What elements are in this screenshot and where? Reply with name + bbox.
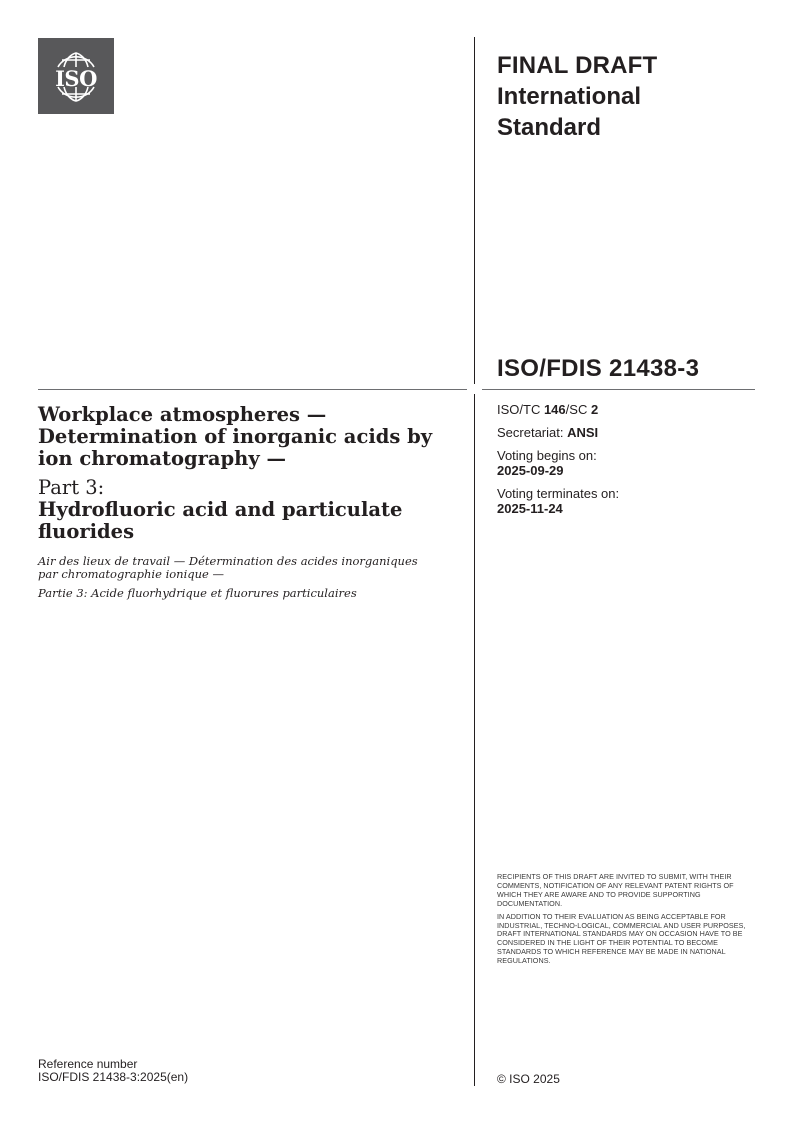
french-part-title: Partie 3: Acide fluorhydrique et fluorures particulaires [38, 586, 357, 600]
reference-value: ISO/FDIS 21438-3:2025(en) [38, 1070, 189, 1084]
voting-begins-date: 2025-09-29 [497, 463, 564, 478]
committee-tc: 146 [543, 402, 566, 417]
part-title-line1: Hydrofluoric acid and particulate [38, 498, 403, 521]
french-title-line2: par chromatographie ionique — [38, 567, 224, 581]
reference-number [38, 1058, 188, 1084]
svg-text:ISO: ISO [55, 66, 97, 91]
vertical-divider-bottom [474, 394, 475, 1086]
vertical-divider-top [474, 37, 475, 384]
doc-type-stage: FINAL DRAFT [497, 52, 658, 79]
committee [497, 402, 757, 417]
draft-notice [497, 873, 759, 970]
french-title-line1: Air des lieux de travail — Détermination des acides inorganiques [38, 554, 418, 568]
main-title [38, 404, 458, 470]
main-title-line2: Determination of inorganic acids by [38, 425, 433, 448]
copyright: © ISO 2025 [497, 1072, 560, 1086]
title-block [38, 404, 458, 600]
secretariat [497, 425, 757, 440]
notice-paragraph-2: IN ADDITION TO THEIR EVALUATION AS BEING ACCEPTABLE FOR INDUSTRIAL, TECHNO-LOGICAL, COMMERCIAL AND USER PURPOSES, DRAFT INTERNATIONAL STANDARDS MAY ON OCCASION HAVE TO BE CONSIDERED IN THE LIGHT OF THEIR POTENTIAL TO BECOME STANDARDS TO WHICH REFERENCE MAY BE MADE IN NATIONAL REGULATIONS. [497, 911, 746, 966]
document-number: ISO/FDIS 21438-3 [497, 355, 700, 382]
reference-label: Reference number [38, 1057, 138, 1071]
part-title-line2: fluorides [38, 520, 135, 543]
horizontal-rule-right [482, 389, 755, 390]
horizontal-rule-left [38, 389, 467, 390]
notice-paragraph-1: RECIPIENTS OF THIS DRAFT ARE INVITED TO SUBMIT, WITH THEIR COMMENTS, NOTIFICATION OF ANY RELEVANT PATENT RIGHTS OF WHICH THEY ARE AWARE AND TO PROVIDE SUPPORTING DOCUMENTATION. [497, 872, 734, 908]
iso-logo [38, 38, 114, 114]
part-label: Part 3: [38, 476, 105, 499]
iso-globe-logo-icon [38, 38, 114, 114]
document-type [497, 50, 757, 143]
secretariat-value: ANSI [567, 425, 599, 440]
part-title [38, 499, 458, 543]
committee-prefix: ISO/TC [497, 402, 544, 417]
doc-type-line3: Standard [497, 114, 602, 141]
main-title-line1: Workplace atmospheres — [38, 403, 327, 426]
voting-terminates [497, 486, 757, 516]
document-meta [497, 402, 757, 524]
voting-begins [497, 448, 757, 478]
committee-sc-prefix: /SC [565, 402, 591, 417]
voting-terminates-label: Voting terminates on: [497, 486, 620, 501]
voting-terminates-date: 2025-11-24 [497, 501, 563, 516]
committee-sc: 2 [590, 402, 599, 417]
doc-type-line2: International [497, 83, 642, 110]
french-title [38, 555, 458, 581]
voting-begins-label: Voting begins on: [497, 448, 597, 463]
main-title-line3: ion chromatography — [38, 447, 286, 470]
secretariat-label: Secretariat: [497, 425, 568, 440]
